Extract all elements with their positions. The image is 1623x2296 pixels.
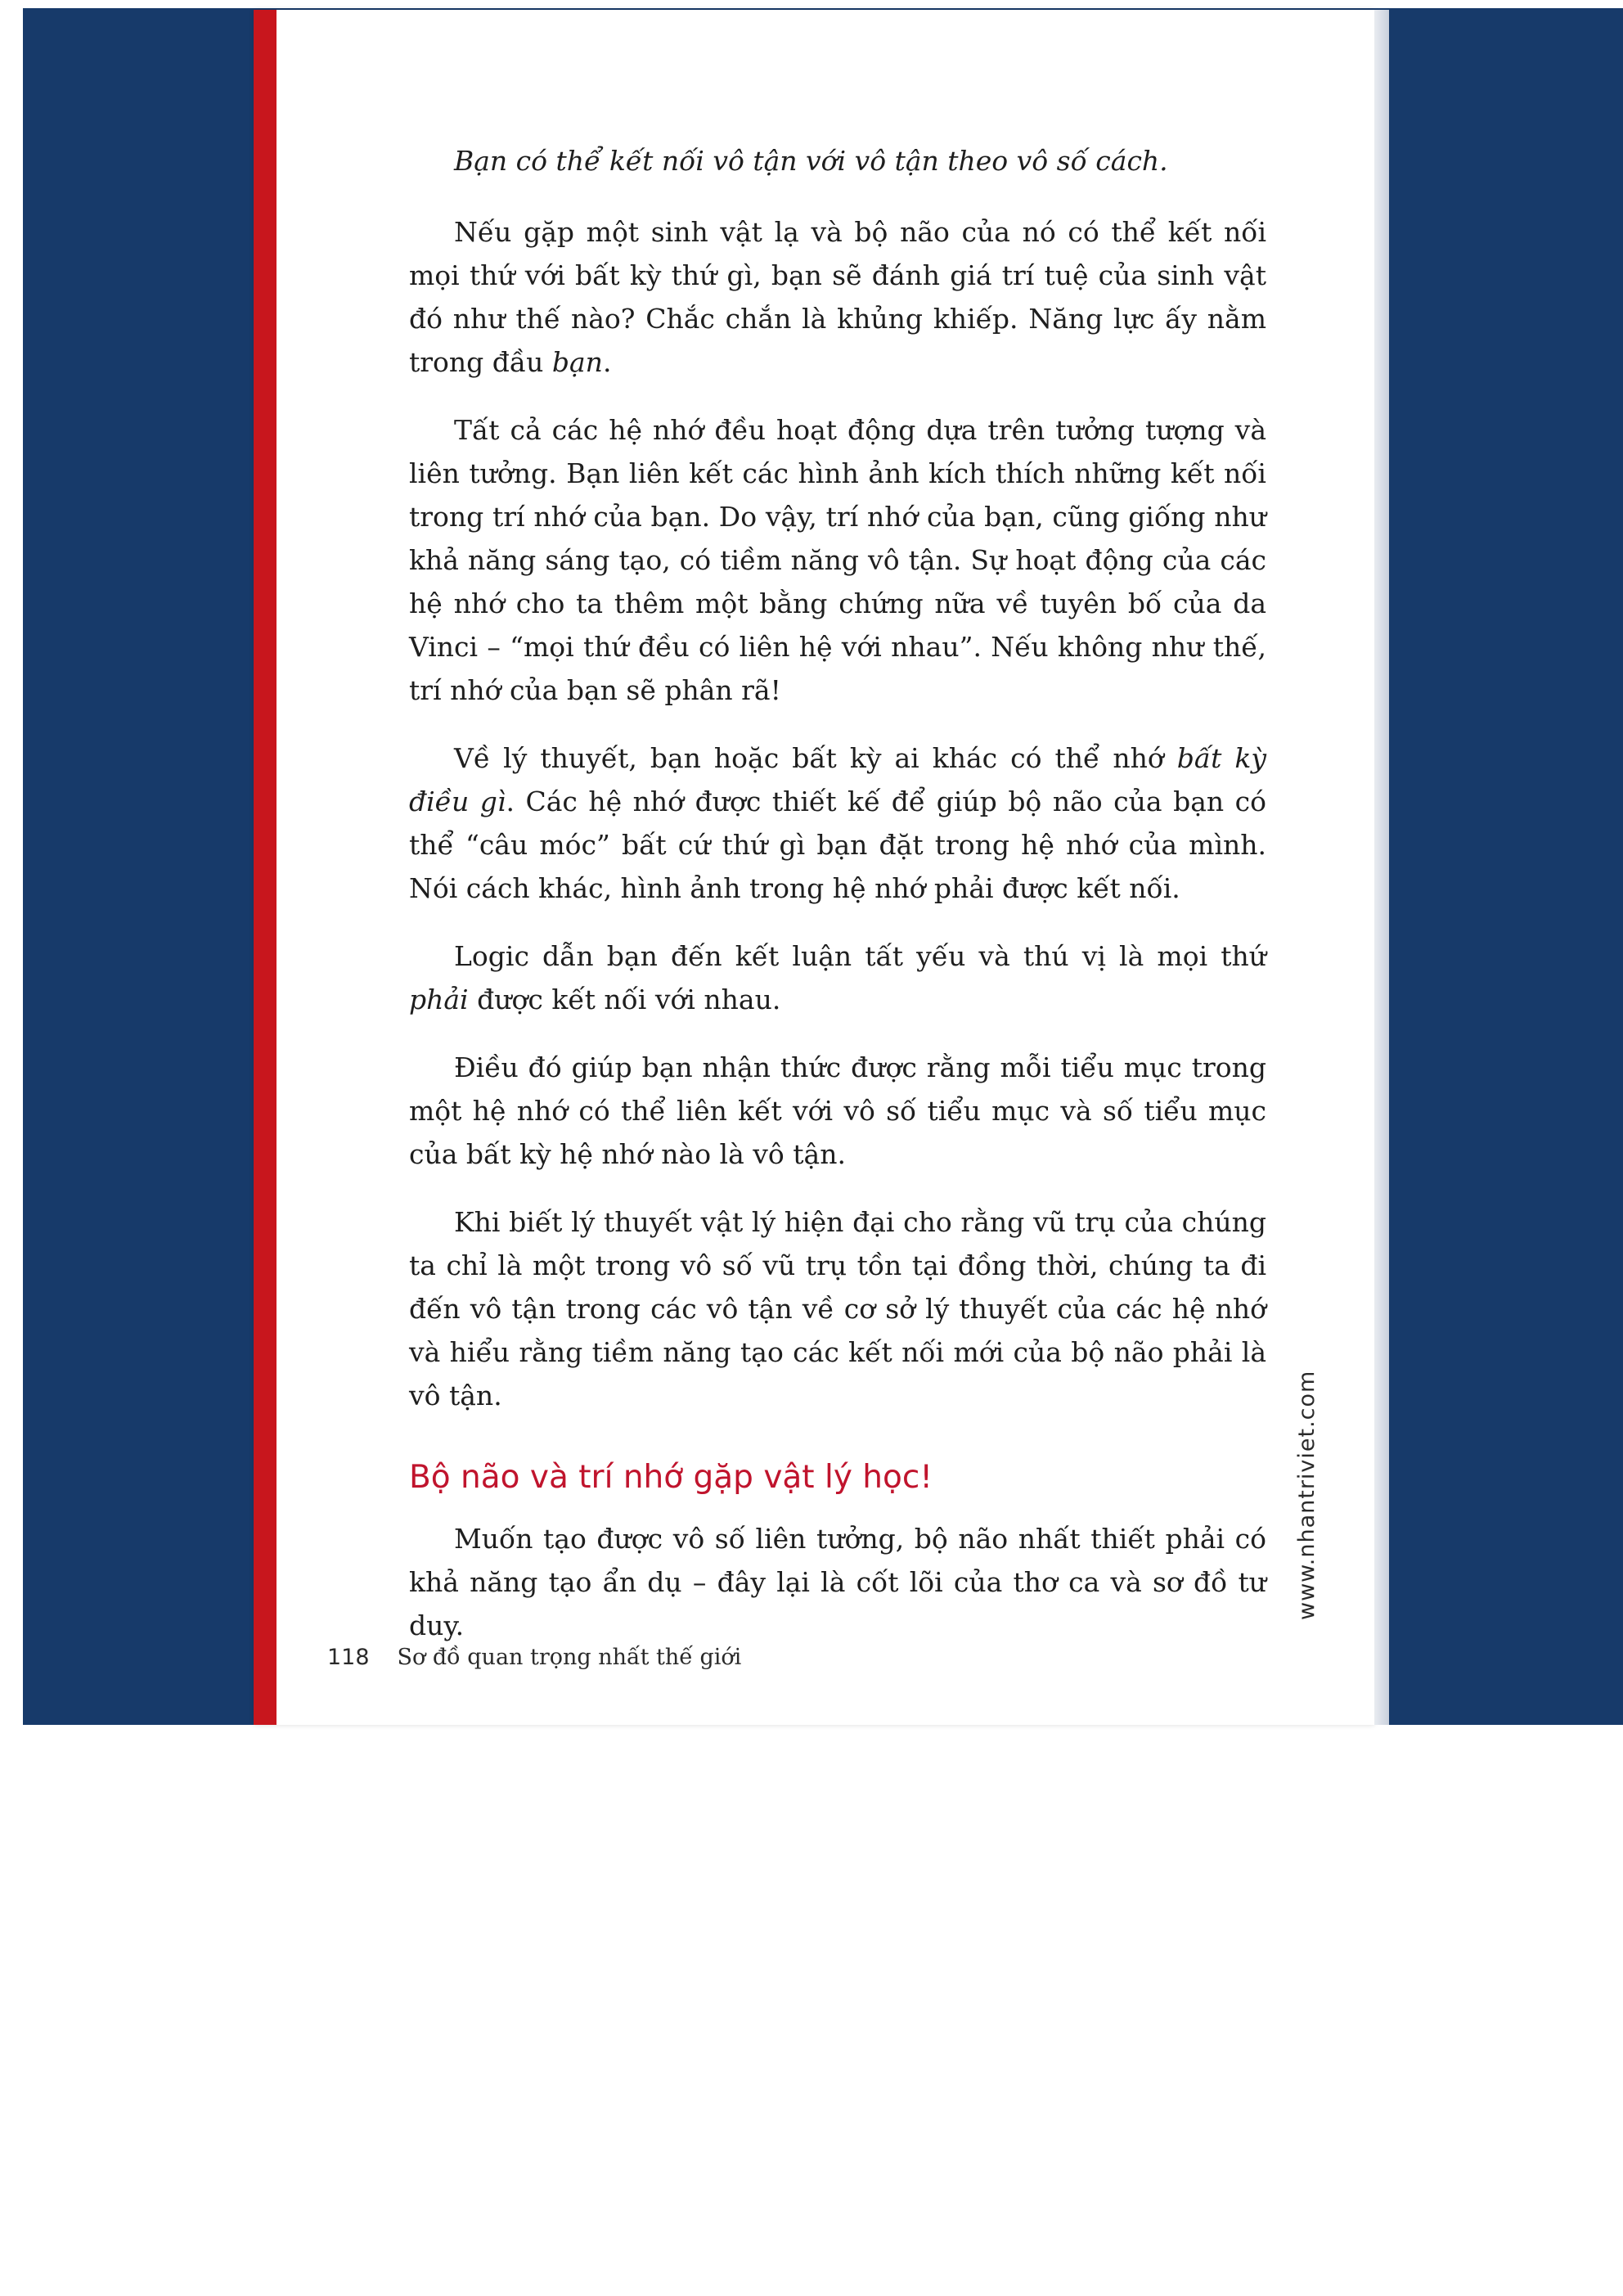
- paragraph-2: Tất cả các hệ nhớ đều hoạt động dựa trên tưởng tượng và liên tưởng. Bạn liên kết các hình ảnh kích thích những kết nối trong trí nhớ của bạn. Do vậy, trí nhớ của bạn, cũng giống như khả năng sáng tạo, có tiềm năng vô tận. Sự hoạt động của các hệ nhớ cho ta thêm một bằng chứng nữa về tuyên bố của da Vinci – “mọi thứ đều có liên hệ với nhau”. Nếu không như thế, trí nhớ của bạn sẽ phân rã!: [409, 414, 1266, 706]
- paragraph-1: [409, 210, 1266, 384]
- paragraph-5: Điều đó giúp bạn nhận thức được rằng mỗi tiểu mục trong một hệ nhớ có thể liên kết với vô số tiểu mục và số tiểu mục của bất kỳ hệ nhớ nào là vô tận.: [409, 1051, 1266, 1170]
- paragraph-3-text: Về lý thuyết, bạn hoặc bất kỳ ai khác có thể nhớ: [454, 742, 1177, 774]
- paragraph-3-emphasis: bất kỳ điều gì: [409, 742, 1266, 817]
- lead-sentence: Bạn có thể kết nối vô tận với vô tận theo vô số cách.: [454, 145, 1168, 177]
- page-body: [409, 139, 1266, 1672]
- paragraph-7: Muốn tạo được vô số liên tưởng, bộ não nhất thiết phải có khả năng tạo ẩn dụ – đây lại là cốt lõi của thơ ca và sơ đồ tư duy.: [409, 1523, 1266, 1641]
- paragraph-1-emphasis: bạn: [551, 346, 603, 378]
- page-footer: [327, 1645, 741, 1670]
- paragraph-6: Khi biết lý thuyết vật lý hiện đại cho rằng vũ trụ của chúng ta chỉ là một trong vô số vũ trụ tồn tại đồng thời, chúng ta đi đến vô tận trong các vô tận về cơ sở lý thuyết của các hệ nhớ và hiểu rằng tiềm năng tạo các kết nối mới của bộ não phải là vô tận.: [409, 1206, 1266, 1411]
- paragraph-3-end: . Các hệ nhớ được thiết kế để giúp bộ não của bạn có thể “câu móc” bất cứ thứ gì bạn đặt trong hệ nhớ của mình. Nói cách khác, hình ảnh trong hệ nhớ phải được kết nối.: [409, 786, 1266, 904]
- paragraph-4-end: được kết nối với nhau.: [468, 984, 781, 1015]
- side-website-url: www.nhantriviet.com: [1294, 1370, 1320, 1620]
- page-number: 118: [327, 1645, 370, 1670]
- paragraph-1-end: .: [602, 346, 612, 378]
- page-edge-shade: [1374, 10, 1389, 1725]
- paragraph-4-text: Logic dẫn bạn đến kết luận tất yếu và thú vị là mọi thứ: [454, 940, 1266, 972]
- running-title: Sơ đồ quan trọng nhất thế giới: [397, 1645, 742, 1670]
- paragraph-1-text: Nếu gặp một sinh vật lạ và bộ não của nó có thể kết nối mọi thứ với bất kỳ thứ gì, bạn sẽ đánh giá trí tuệ của sinh vật đó như thế nào? Chắc chắn là khủng khiếp. Năng lực ấy nằm trong đầu: [409, 216, 1266, 378]
- paragraph-4-emphasis: phải: [409, 984, 469, 1015]
- book-spine-strip: [254, 10, 276, 1725]
- section-heading: Bộ não và trí nhớ gặp vật lý học!: [409, 1459, 933, 1496]
- paragraph-4: [409, 934, 1266, 1021]
- paragraph-3: [409, 736, 1266, 910]
